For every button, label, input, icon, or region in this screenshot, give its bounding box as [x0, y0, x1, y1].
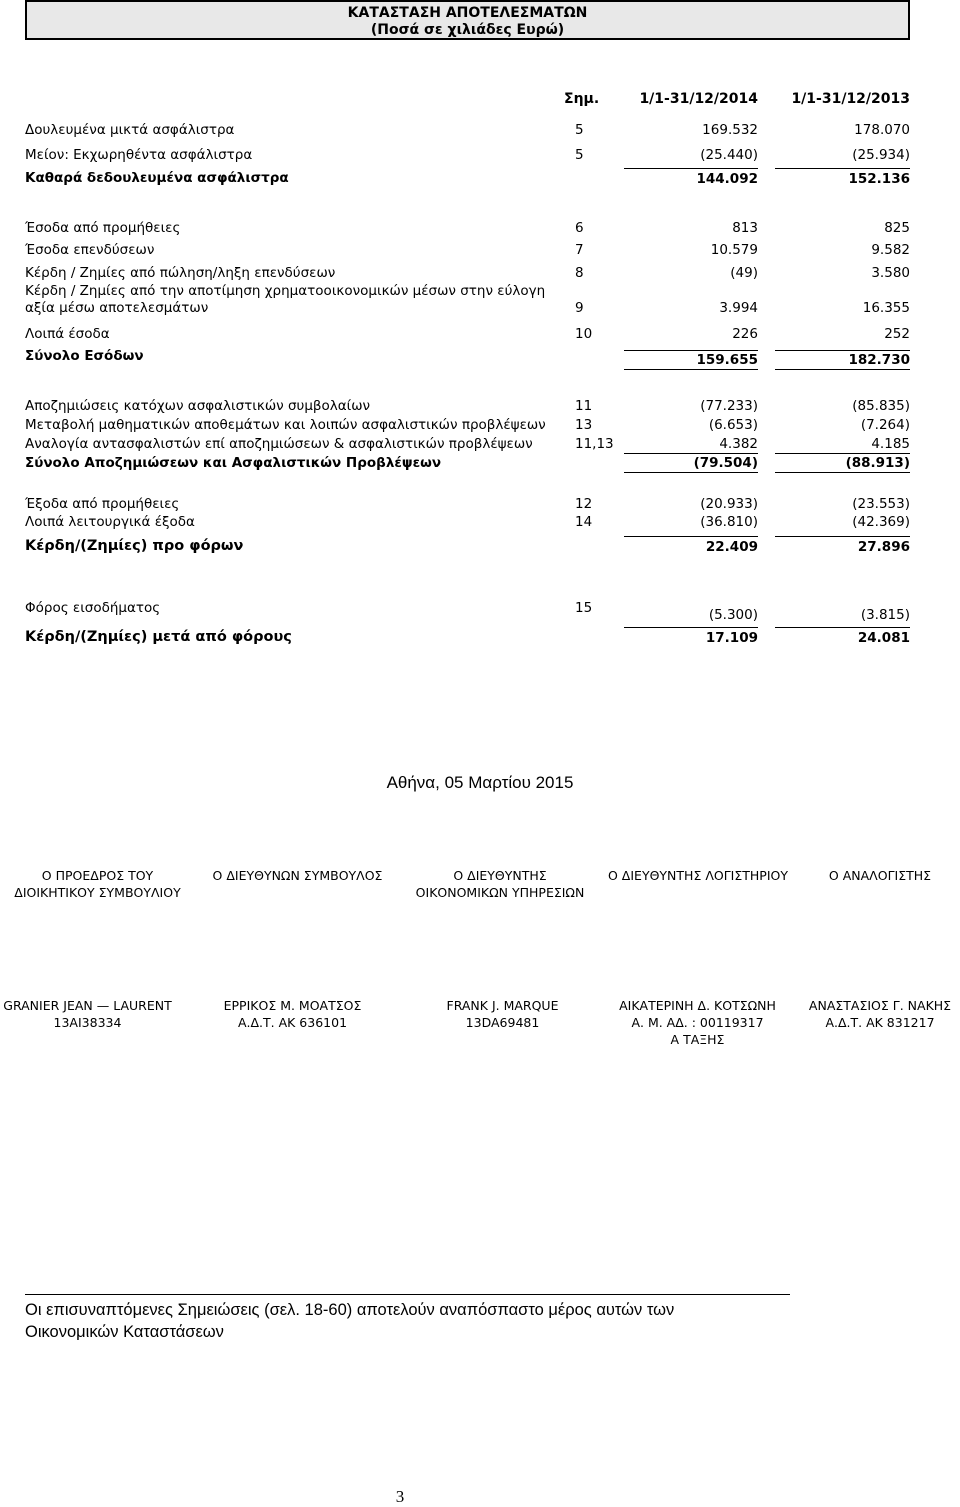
signatory-name: ΑΝΑΣΤΑΣΙΟΣ Γ. ΝΑΚΗΣ [808, 998, 952, 1013]
row-label: Κέρδη/(Ζημίες) προ φόρων [25, 538, 244, 554]
row-value-2013: 27.896 [775, 536, 910, 557]
row-value-2013: 9.582 [871, 242, 910, 258]
table-row [0, 240, 960, 260]
table-row [0, 218, 960, 238]
table-row [0, 512, 960, 532]
row-note: 15 [575, 600, 593, 616]
row-value-2013: 252 [884, 326, 910, 342]
table-row [0, 283, 960, 317]
row-label: Φόρος εισοδήματος [25, 600, 161, 616]
row-value-2014: (20.933) [700, 496, 758, 512]
signatory-ceo-title [195, 867, 400, 884]
signatory-accounting-title [598, 867, 798, 884]
signatory-cfo [405, 997, 600, 1031]
row-value-2013: 3.580 [871, 265, 910, 281]
table-row [0, 434, 960, 454]
row-value-2014: 159.655 [624, 350, 758, 370]
page-number: 3 [395, 1487, 405, 1506]
row-label: Σύνολο Αποζημιώσεων και Ασφαλιστικών Προβλέψεων [25, 455, 442, 471]
signatory-id: Α.Δ.Τ. ΑΚ 636101 [237, 1015, 348, 1030]
statement-title-box [25, 0, 910, 40]
row-value-2013: (7.264) [860, 417, 910, 433]
row-value-2013: (23.553) [852, 496, 910, 512]
note-column-header: Σημ. [564, 91, 600, 107]
row-label: Έσοδα επενδύσεων [25, 242, 155, 258]
row-value-2014: (36.810) [700, 514, 758, 530]
signatory-name: ΕΡΡΙΚΟΣ Μ. ΜΟΑΤΣΟΣ [223, 998, 362, 1013]
row-note: 11,13 [575, 436, 614, 452]
row-value-2014: 4.382 [719, 436, 758, 452]
row-value-2014: 3.994 [719, 300, 758, 316]
row-label: Σύνολο Εσόδων [25, 348, 144, 364]
footer-divider [25, 1294, 790, 1295]
row-value-2014: (49) [730, 265, 758, 281]
row-value-2014: 169.532 [702, 122, 758, 138]
row-note: 5 [575, 147, 584, 163]
table-row-subtotal [0, 168, 960, 188]
row-value-2014: 17.109 [624, 627, 758, 648]
table-row [0, 415, 960, 435]
row-value-2013: 16.355 [862, 300, 910, 316]
row-label: Κέρδη/(Ζημίες) μετά από φόρους [25, 629, 292, 645]
row-note: 13 [575, 417, 593, 433]
signatory-role: Ο ΑΝΑΛΟΓΙΣΤΗΣ [828, 868, 932, 883]
signatory-accountant [600, 997, 795, 1048]
row-label: Κέρδη / Ζημίες από την αποτίμηση χρηματοοικονομικών μέσων στην εύλογη αξία μέσω αποτελεσμάτων [25, 283, 546, 316]
statement-title: ΚΑΤΑΣΤΑΣΗ ΑΠΟΤΕΛΕΣΜΑΤΩΝ [347, 5, 588, 21]
signatory-role: ΟΙΚΟΝΟΜΙΚΩΝ ΥΠΗΡΕΣΙΩΝ [415, 885, 585, 900]
row-note: 12 [575, 496, 593, 512]
signatory-role: Ο ΔΙΕΥΘΥΝΤΗΣ ΛΟΓΙΣΤΗΡΙΟΥ [608, 868, 788, 883]
row-label: Αναλογία αντασφαλιστών επί αποζημιώσεων & ασφαλιστικών προβλέψεων [25, 436, 533, 452]
table-row [0, 120, 960, 140]
row-value-2014: 813 [732, 220, 758, 236]
row-value-2013: (25.934) [852, 147, 910, 163]
row-value-2014: (5.300) [708, 607, 758, 623]
row-note: 8 [575, 265, 584, 281]
table-row [0, 145, 960, 165]
row-value-2013: 24.081 [775, 627, 910, 648]
table-row-total [0, 627, 960, 647]
signatory-name: ΑΙΚΑΤΕΡΙΝΗ Δ. ΚΟΤΣΩΝΗ [619, 998, 776, 1013]
row-value-2014: 22.409 [624, 536, 758, 557]
signatory-chairman [0, 997, 175, 1031]
row-note: 6 [575, 220, 584, 236]
row-value-2013: 152.136 [775, 168, 910, 189]
table-row-total [0, 453, 960, 473]
signatory-chairman-title [0, 867, 195, 901]
row-label: Δουλευμένα μικτά ασφάλιστρα [25, 122, 235, 138]
row-label: Έξοδα από προμήθειες [25, 496, 180, 512]
row-label: Έσοδα από προμήθειες [25, 220, 181, 236]
row-value-2013: 4.185 [871, 436, 910, 452]
row-value-2014: 10.579 [710, 242, 758, 258]
row-label: Αποζημιώσεις κατόχων ασφαλιστικών συμβολαίων [25, 398, 371, 414]
signatory-actuary [800, 997, 960, 1031]
signatory-role: Ο ΔΙΕΥΘΥΝΤΗΣ [453, 868, 547, 883]
row-value-2014: 144.092 [624, 168, 758, 189]
signatory-id: Α. Μ. ΑΔ. : 00119317 [631, 1015, 764, 1030]
period-2013-header: 1/1-31/12/2013 [791, 91, 910, 107]
row-note: 7 [575, 242, 584, 258]
signatory-role: Ο ΠΡΟΕΔΡΟΣ ΤΟΥ [41, 868, 154, 883]
row-label: Λοιπά έσοδα [25, 326, 110, 342]
row-value-2014: (6.653) [708, 417, 758, 433]
row-value-2013: (3.815) [860, 607, 910, 623]
table-row [0, 396, 960, 416]
signatory-name: GRANIER JEAN — LAURENT [3, 998, 172, 1013]
table-row [0, 494, 960, 514]
row-label: Μείον: Εκχωρηθέντα ασφάλιστρα [25, 147, 253, 163]
signatory-role: ΔΙΟΙΚΗΤΙΚΟΥ ΣΥΜΒΟΥΛΙΟΥ [14, 885, 181, 900]
row-note: 10 [575, 326, 593, 342]
statement-subtitle: (Ποσά σε χιλιάδες Ευρώ) [370, 22, 565, 38]
table-row-total [0, 536, 960, 556]
place-date: Αθήνα, 05 Μαρτίου 2015 [386, 773, 574, 792]
signatory-id: Α.Δ.Τ. ΑΚ 831217 [825, 1015, 935, 1030]
row-value-2013: (88.913) [775, 453, 910, 473]
signatory-role: Ο ΔΙΕΥΘΥΝΩΝ ΣΥΜΒΟΥΛΟΣ [212, 868, 383, 883]
row-label: Καθαρά δεδουλευμένα ασφάλιστρα [25, 170, 289, 186]
row-value-2013: 825 [884, 220, 910, 236]
signatory-license-class: Α ΤΑΞΗΣ [670, 1032, 725, 1047]
signatory-id: 13DA69481 [465, 1015, 540, 1030]
row-note: 11 [575, 398, 593, 414]
signatory-ceo [195, 997, 390, 1031]
row-value-2014: (79.504) [624, 453, 758, 473]
row-note: 9 [575, 300, 584, 316]
row-value-2013: (85.835) [852, 398, 910, 414]
row-note: 5 [575, 122, 584, 138]
row-label: Μεταβολή μαθηματικών αποθεμάτων και λοιπών ασφαλιστικών προβλέψεων [25, 417, 546, 433]
row-value-2013: 178.070 [854, 122, 910, 138]
footer-note: Οι επισυναπτόμενες Σημειώσεις (σελ. 18-60) αποτελούν αναπόσπαστο μέρος αυτών των Οικονομικών Καταστάσεων [25, 1301, 675, 1341]
row-note: 14 [575, 514, 593, 530]
row-label: Λοιπά λειτουργικά έξοδα [25, 514, 195, 530]
signatory-actuary-title [800, 867, 960, 884]
table-row-total [0, 346, 960, 366]
row-value-2014: (25.440) [700, 147, 758, 163]
row-value-2014: 226 [732, 326, 758, 342]
table-row [0, 324, 960, 344]
table-row [0, 598, 960, 623]
row-value-2014: (77.233) [700, 398, 758, 414]
signatory-name: FRANK J. MARQUE [446, 998, 559, 1013]
signatory-cfo-title [400, 867, 600, 901]
row-value-2013: (42.369) [852, 514, 910, 530]
table-row [0, 263, 960, 283]
period-2014-header: 1/1-31/12/2014 [639, 91, 758, 107]
signatory-id: 13AI38334 [53, 1015, 122, 1030]
row-label: Κέρδη / Ζημίες από πώληση/ληξη επενδύσεων [25, 265, 336, 281]
row-value-2013: 182.730 [775, 350, 910, 370]
